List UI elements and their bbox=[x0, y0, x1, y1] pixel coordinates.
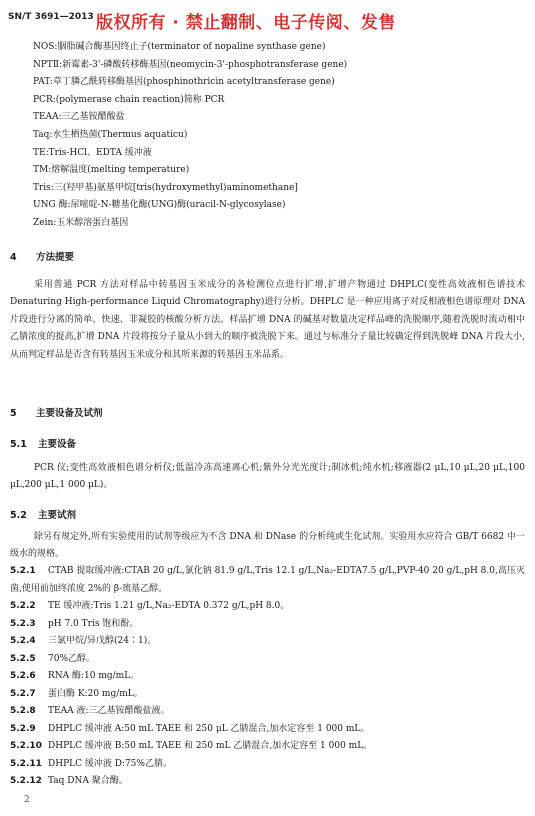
reagent-item bbox=[10, 633, 525, 651]
abbreviation-item: TM:熔解温度(melting temperature) bbox=[33, 165, 190, 176]
reagent-text: pH 7.0 Tris 饱和酚。 bbox=[48, 618, 139, 629]
reagent-number: 5.2.9 bbox=[10, 723, 36, 734]
page-number: 2 bbox=[24, 795, 30, 805]
section-number: 5 bbox=[10, 408, 17, 419]
reagent-number: 5.2.7 bbox=[10, 688, 36, 699]
reagent-item bbox=[10, 703, 525, 721]
reagent-number: 5.2.8 bbox=[10, 706, 36, 716]
reagent-list bbox=[10, 563, 525, 791]
method-summary-paragraph: 采用普通 PCR 方法对样品中转基因玉米成分的各检测位点进行扩增,扩增产物通过 DHPLC(变性高效液相色谱技术 Denaturing High-performance Liquid Chromatography)进行分析。DHPLC 是一种应用离子对反相液相色谱原理对 DNA 片段进行分离的简单、快速、非凝胶的核酸分析方法。样品扩增 DNA 的碱基对数量决定样品峰的洗脱顺序,随着洗脱时流动相中乙腈浓度的提高,扩增 DNA 片段将按分子量从小到大的顺序被洗脱下来。通过与标准分子量比较确定得到洗脱峰 DNA 片段大小,从而判定样品是否含有转基因玉米成分和其所来源的转基因玉米品系。 bbox=[10, 280, 525, 360]
reagent-item bbox=[10, 686, 525, 704]
reagent-text: DHPLC 缓冲液 D:75%乙腈。 bbox=[48, 758, 172, 769]
reagent-item bbox=[10, 563, 525, 598]
reagent-text: Taq DNA 聚合酶。 bbox=[48, 776, 128, 786]
reagent-number: 5.2.10 bbox=[10, 741, 42, 751]
reagent-number: 5.2.2 bbox=[10, 601, 36, 611]
subsection-number: 5.1 bbox=[10, 439, 27, 450]
section-4-heading bbox=[10, 249, 74, 263]
reagent-number: 5.2.1 bbox=[10, 566, 36, 576]
reagent-text: TEAA 液:三乙基铵醋酸盐液。 bbox=[48, 706, 170, 716]
abbreviation-item: Taq:水生栖热菌(Thermus aquaticu) bbox=[33, 129, 188, 140]
abbreviation-item: UNG 酶:尿嘧啶-N-糖基化酶(UNG)酶(uracil-N-glycosylase) bbox=[33, 200, 286, 211]
subsection-number: 5.2 bbox=[10, 510, 27, 521]
reagent-item bbox=[10, 651, 525, 669]
standard-number: SN/T 3691—2013 bbox=[8, 12, 94, 22]
reagent-number: 5.2.11 bbox=[10, 758, 42, 769]
reagent-text: 蛋白酶 K:20 mg/mL。 bbox=[48, 688, 143, 699]
page-header bbox=[8, 8, 527, 32]
copyright-watermark: 版权所有 · 禁止翻制、电子传阅、发售 bbox=[96, 13, 396, 33]
reagents-intro-paragraph: 除另有规定外,所有实验使用的试剂等级应为不含 DNA 和 DNase 的分析纯或生化试剂。实验用水应符合 GB/T 6682 中一级水的规格。 bbox=[10, 532, 525, 560]
subsection-title: 主要试剂 bbox=[38, 510, 77, 521]
reagent-text: DHPLC 缓冲液 A:50 mL TAEE 和 250 μL 乙腈混合,加水定容至 1 000 mL。 bbox=[48, 723, 370, 734]
reagent-text: TE 缓冲液:Tris 1.21 g/L,Na₂-EDTA 0.372 g/L,pH 8.0。 bbox=[48, 601, 290, 611]
section-title: 主要设备及试剂 bbox=[36, 408, 103, 419]
reagent-number: 5.2.3 bbox=[10, 618, 36, 629]
abbreviation-list bbox=[33, 39, 513, 233]
abbreviation-item: NOS:胭脂碱合酶基因终止子(terminator of nopaline synthase gene) bbox=[33, 42, 326, 52]
abbreviation-item: TE:Tris-HCl、EDTA 缓冲液 bbox=[33, 147, 152, 158]
reagent-item bbox=[10, 773, 525, 791]
reagent-number: 5.2.12 bbox=[10, 776, 42, 786]
reagent-number: 5.2.6 bbox=[10, 671, 36, 681]
reagent-text: 70%乙醇。 bbox=[48, 653, 96, 664]
reagent-item bbox=[10, 738, 525, 756]
subsection-title: 主要设备 bbox=[38, 439, 77, 450]
reagent-text: 三氯甲烷/异戊醇(24∶1)。 bbox=[48, 636, 157, 646]
reagent-number: 5.2.5 bbox=[10, 653, 36, 664]
reagent-item bbox=[10, 598, 525, 616]
reagent-item bbox=[10, 721, 525, 739]
reagent-item bbox=[10, 756, 525, 774]
abbreviation-item: PAT:草丁膦乙酰转移酶基因(phosphinothricin acetyltransferase gene) bbox=[33, 77, 335, 88]
reagent-text: RNA 酶:10 mg/mL。 bbox=[48, 671, 140, 681]
abbreviation-item: TEAA:三乙基铵醋酸盐 bbox=[33, 112, 125, 123]
section-number: 4 bbox=[10, 252, 17, 263]
abbreviation-item: NPTⅡ:新霉素-3'-磷酸转移酶基因(neomycin-3'-phosphotransferase gene) bbox=[33, 59, 348, 70]
section-5-2-heading bbox=[10, 507, 76, 521]
reagent-number: 5.2.4 bbox=[10, 636, 36, 646]
section-5-heading bbox=[10, 405, 103, 419]
abbreviation-item: PCR:(polymerase chain reaction)简称 PCR bbox=[33, 94, 225, 105]
section-5-1-heading bbox=[10, 436, 76, 450]
section-title: 方法提要 bbox=[36, 252, 75, 263]
equipment-paragraph: PCR 仪;变性高效液相色谱分析仪;低温冷冻高速离心机;紫外分光光度计;制冰机;纯水机;移液器(2 μL,10 μL,20 μL,100 μL,200 μL,1 000 μL)。 bbox=[10, 463, 525, 491]
reagent-text: CTAB 提取缓冲液:CTAB 20 g/L,氯化钠 81.9 g/L,Tris 12.1 g/L,Na₂-EDTA7.5 g/L,PVP-40 20 g/L,pH 8.0,高压灭菌,使用前加终浓度 2%的 β-巯基乙醇。 bbox=[10, 566, 525, 594]
abbreviation-item: Tris:三(羟甲基)氨基甲烷[tris(hydroxymethyl)aminomethane] bbox=[33, 182, 298, 193]
reagent-text: DHPLC 缓冲液 B:50 mL TAEE 和 250 mL 乙腈混合,加水定容至 1 000 mL。 bbox=[48, 741, 373, 751]
reagent-item bbox=[10, 668, 525, 686]
abbreviation-item: Zein:玉米醇溶蛋白基因 bbox=[33, 217, 129, 228]
reagent-item bbox=[10, 616, 525, 634]
